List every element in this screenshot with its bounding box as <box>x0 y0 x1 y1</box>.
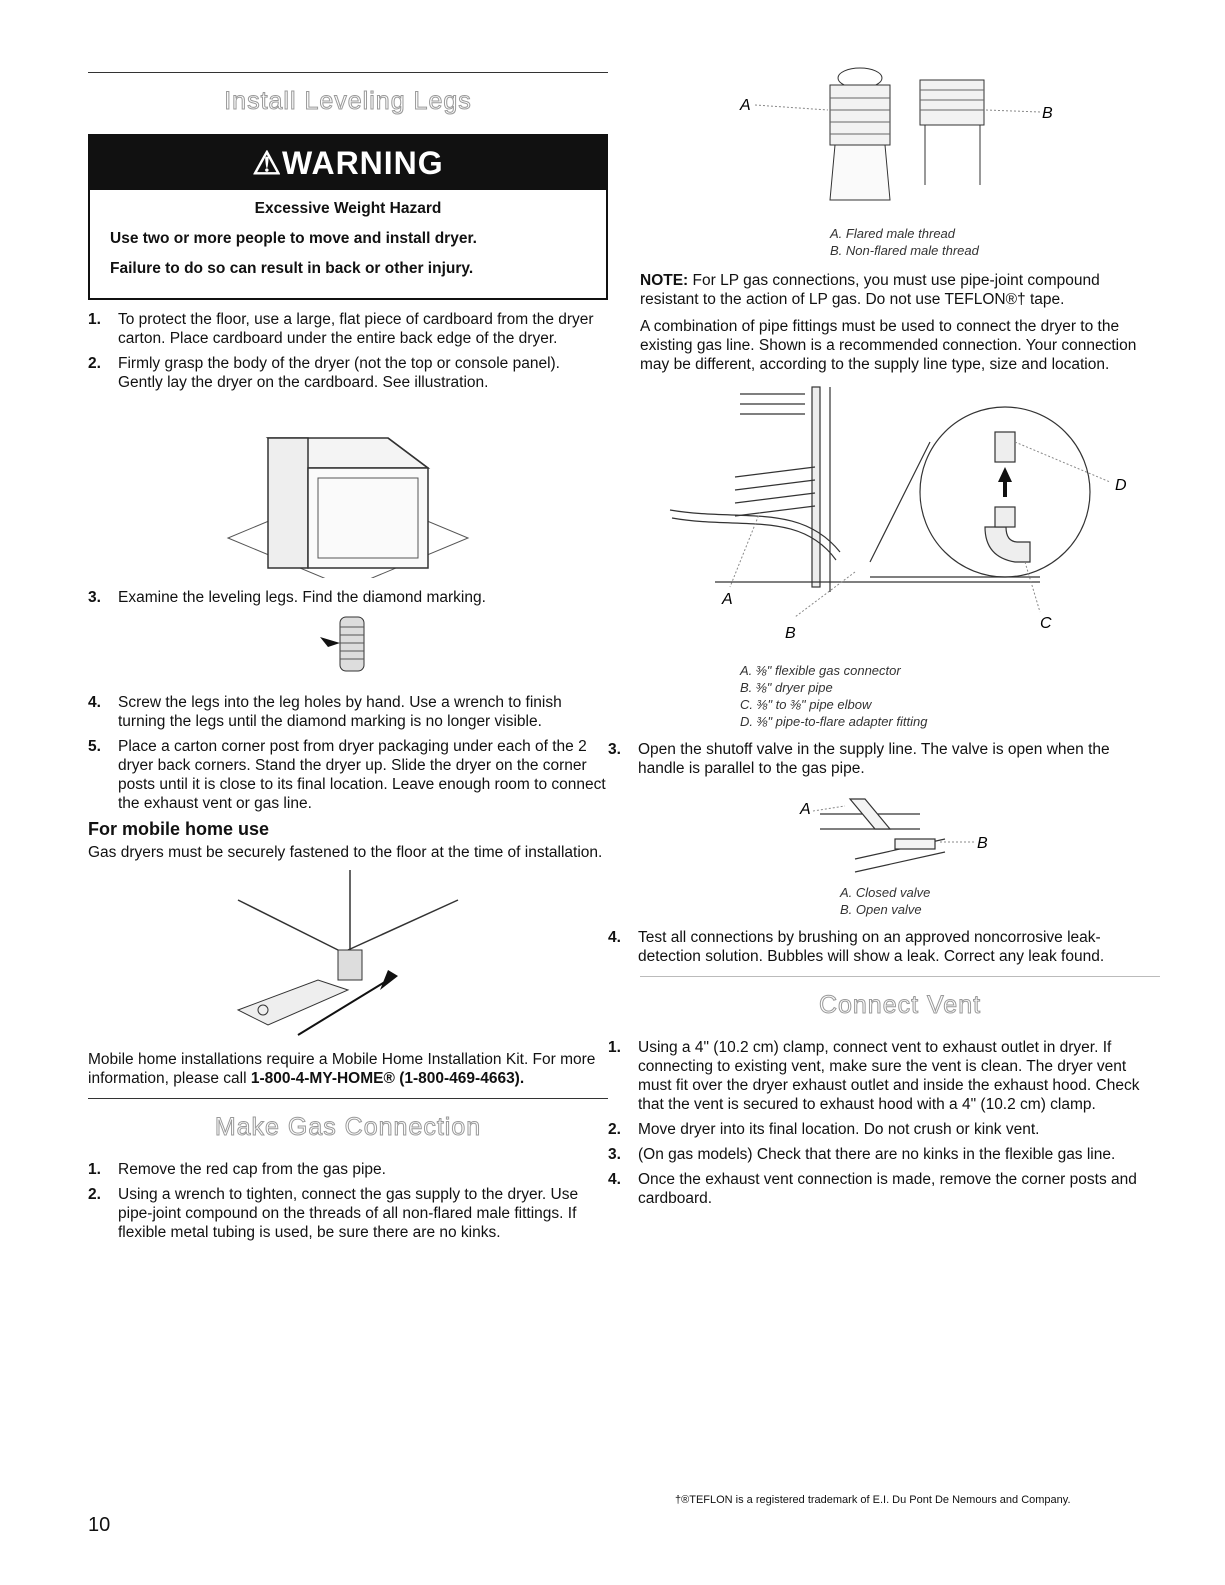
warning-body <box>90 190 606 298</box>
warning-triangle-icon: ⚠ <box>252 145 283 181</box>
section-rule <box>88 72 608 73</box>
fig3-label-b: B <box>977 835 988 852</box>
list-item: 4. Once the exhaust vent connection is made, remove the corner posts and cardboard. <box>608 1171 1137 1207</box>
page-number: 10 <box>88 1514 111 1536</box>
fig2-label-c: C <box>1040 615 1052 632</box>
fittings-text: A combination of pipe fittings must be used to connect the dryer to the existing gas line. Shown is a recommended connection. Your connection may be different, according to the supply line type, size and location. <box>640 318 1137 373</box>
fig3-caption: A. Closed valve B. Open valve <box>840 885 931 917</box>
list-item: 1. Remove the red cap from the gas pipe. <box>88 1161 386 1178</box>
fig2-label-a: A <box>722 591 733 608</box>
warning-label: WARNING <box>282 145 444 181</box>
mobile-home-bracket-illustration <box>88 870 608 1050</box>
list-item: 1. Using a 4" (10.2 cm) clamp, connect vent to exhaust outlet in dryer. If connecting to existing vent, make sure the vent is clean. The dryer vent must fit over the dryer exhaust outlet and inside the exhaust hood. Check that the vent is secured to exhaust hood with a 4" (10.2 cm) clamp. <box>608 1039 1140 1113</box>
mobile-home-kit-text: Mobile home installations require a Mobile Home Installation Kit. For more information, please call 1-800-4-MY-HOME® (1-800-469-4663). <box>88 1051 596 1087</box>
list-item: 3. Open the shutoff valve in the supply line. The valve is open when the handle is parallel to the gas pipe. <box>608 741 1110 777</box>
trademark-footnote: †®TEFLON is a registered trademark of E.I. Du Pont De Nemours and Company. <box>675 1494 1071 1506</box>
thread-types-illustration <box>640 60 1160 225</box>
hazard-title: Excessive Weight Hazard <box>254 200 442 217</box>
section-title-vent: Connect Vent <box>818 991 982 1019</box>
fig1-caption: A. Flared male thread B. Non-flared male thread <box>830 226 979 258</box>
lp-gas-note: NOTE: For LP gas connections, you must use pipe-joint compound resistant to the action of LP gas. Do not use TEFLON®† tape. <box>640 272 1100 308</box>
list-item: 2. Using a wrench to tighten, connect the gas supply to the dryer. Use pipe-joint compound on the threads of all non-flared male fittings. If flexible metal tubing is used, be sure there are no kinks. <box>88 1186 579 1241</box>
warning-header <box>90 136 606 190</box>
mobile-home-text: Gas dryers must be securely fastened to the floor at the time of installation. <box>88 844 603 861</box>
left-column <box>88 72 608 1248</box>
phone-number: 1-800-4-MY-HOME® (1-800-469-4663). <box>250 1070 525 1087</box>
section-rule <box>88 1098 608 1099</box>
fig3-label-a: A <box>800 801 811 818</box>
fig1-label-b: B <box>1042 105 1053 122</box>
fig2-label-d: D <box>1115 477 1127 494</box>
fig1-label-a: A <box>740 97 751 114</box>
fig2-label-b: B <box>785 625 796 642</box>
warning-box <box>88 134 608 300</box>
leveling-leg-illustration <box>88 613 608 683</box>
warning-line-2: Failure to do so can result in back or other injury. <box>110 260 474 277</box>
fig2-caption: A. ⅜" flexible gas connector B. ⅜" dryer pipe C. ⅜" to ⅜" pipe elbow D. ⅜" pipe-to-flare adapter fitting <box>740 663 928 729</box>
gas-step-3 <box>608 740 1160 778</box>
list-item: 5. Place a carton corner post from dryer packaging under each of the 2 dryer back corners. Stand the dryer up. Slide the dryer on the corner posts until it is close to its final location. Leave enough room to connect the exhaust vent or gas line. <box>88 738 606 812</box>
leveling-steps-1-2 <box>88 310 608 392</box>
vent-steps <box>608 1038 1160 1208</box>
list-item: 2. Firmly grasp the body of the dryer (not the top or console panel). Gently lay the dryer on the cardboard. See illustration. <box>88 355 560 391</box>
gas-connection-illustration <box>640 382 1160 662</box>
list-item: 4. Test all connections by brushing on an approved noncorrosive leak-detection solution. Bubbles will show a leak. Correct any leak found. <box>608 929 1105 965</box>
gas-step-4 <box>608 928 1160 966</box>
list-item: 3. Examine the leveling legs. Find the diamond marking. <box>88 589 486 606</box>
section-title-gas: Make Gas Connection <box>214 1113 482 1141</box>
list-item: 4. Screw the legs into the leg holes by hand. Use a wrench to finish turning the legs until the diamond marking is no longer visible. <box>88 694 562 730</box>
right-column <box>608 60 1160 1214</box>
leveling-steps-4-5 <box>88 693 608 813</box>
warning-line-1: Use two or more people to move and install dryer. <box>110 230 477 247</box>
leveling-step-3 <box>88 588 608 607</box>
dryer-on-cardboard-illustration <box>88 398 608 578</box>
list-item: 1. To protect the floor, use a large, flat piece of cardboard from the dryer carton. Place cardboard under the entire back edge of the dryer. <box>88 311 594 347</box>
list-item: 3. (On gas models) Check that there are no kinks in the flexible gas line. <box>608 1146 1116 1163</box>
valve-illustration <box>640 784 1160 884</box>
gas-steps-1-2 <box>88 1160 608 1242</box>
section-title-leveling: Install Leveling Legs <box>224 87 472 115</box>
section-rule <box>640 976 1160 977</box>
mobile-home-heading: For mobile home use <box>88 819 270 839</box>
list-item: 2. Move dryer into its final location. Do not crush or kink vent. <box>608 1121 1040 1138</box>
